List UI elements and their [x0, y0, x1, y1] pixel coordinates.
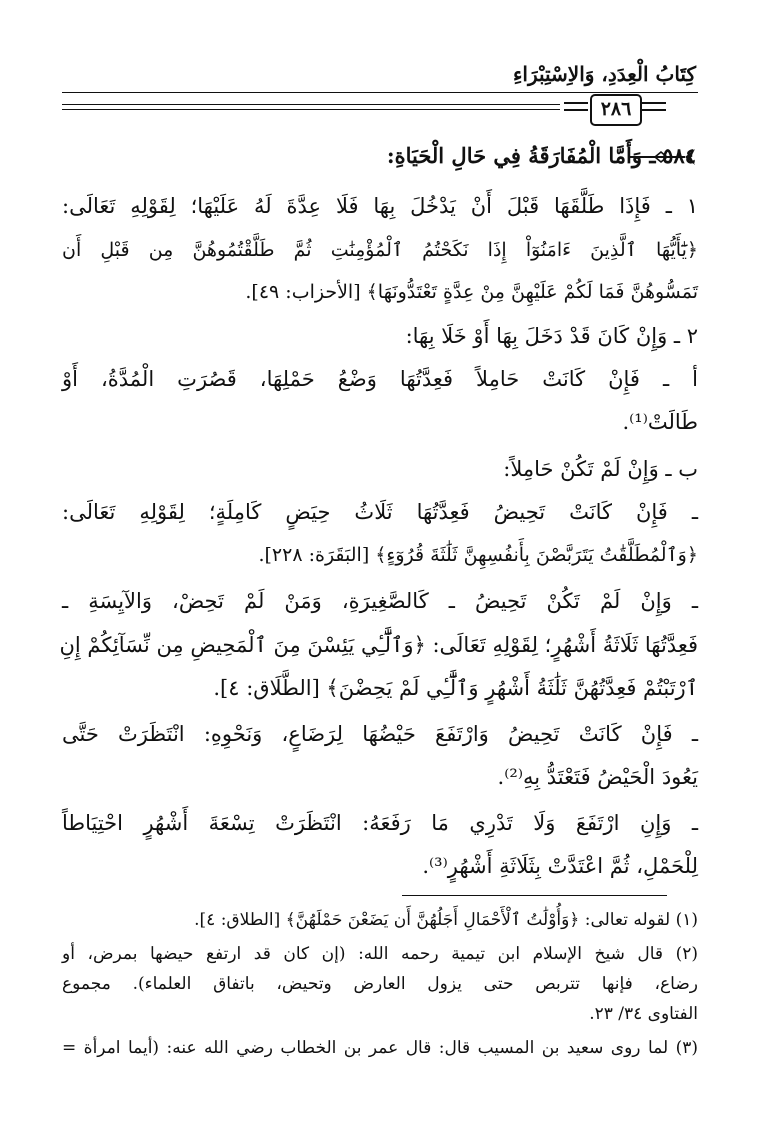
- section-heading: ـ وَأَمَّا الْمُفَارَقَةُ فِي حَالِ الْحَيَاةِ:: [386, 143, 656, 168]
- body-line: ـ فَإِنْ كَانَتْ تَحِيضُ وَارْتَفَعَ حَيْضُهَا لِرَضَاعٍ، وَنَحْوِهِ: انْتَظَرَتْ حَتَّى: [62, 722, 698, 746]
- body-line: طَالَتْ⁽¹⁾.: [622, 410, 698, 434]
- page-number: ٢٨٦: [590, 94, 642, 126]
- footnote-line: (٣) لما روى سعيد بن المسيب قال: قال عمر بن الخطاب رضي الله عنه: (أيما امرأة =: [62, 1038, 698, 1058]
- header-double-rule-bottom: [62, 109, 560, 110]
- footnote-separator: [402, 895, 667, 896]
- quran-verse-line: ﴿يَٰٓأَيُّهَا ٱلَّذِينَ ءَامَنُوٓاْ إِذَا نَكَحْتُمُ ٱلْمُؤْمِنَٰتِ ثُمَّ طَلَّقْتُمُوهُنَّ مِن قَبْلِ أَن: [62, 239, 698, 261]
- book-title: كِتَابُ الْعِدَدِ، وَالاِسْتِبْرَاءِ: [512, 62, 696, 86]
- body-line: فَعِدَّتُهَا ثَلَاثَةُ أَشْهُرٍ؛ لِقَوْلِهِ تَعَالَى: ﴿وَٱلَّٰٓـِٔي يَئِسْنَ مِنَ ٱلْمَحِيضِ مِن نِّسَآئِكُمْ إِنِ: [59, 633, 698, 657]
- header-rule: [62, 92, 698, 93]
- body-line: يَعُودَ الْحَيْضُ فَتَعْتَدُّ بِهِ⁽²⁾.: [497, 765, 698, 789]
- quran-verse-line: ٱرْتَبْتُمْ فَعِدَّتُهُنَّ ثَلَٰثَةُ أَشْهُرٍ وَٱلَّٰٓـِٔي لَمْ يَحِضْنَ﴾ [الطَّلَاق: ٤].: [213, 676, 698, 700]
- section-heading-line: [387, 141, 696, 171]
- quran-verse-line: تَمَسُّوهُنَّ فَمَا لَكُمْ عَلَيْهِنَّ مِنْ عِدَّةٍ تَعْتَدُّونَهَا﴾ [الأحزاب: ٤٩].: [245, 281, 698, 303]
- header-double-rule-top: [62, 104, 560, 105]
- body-line: لِلْحَمْلِ، ثُمَّ اعْتَدَّتْ بِثَلَاثَةِ أَشْهُرٍ⁽³⁾.: [422, 854, 698, 878]
- body-line: ١ ـ فَإِذَا طَلَّقَهَا قَبْلَ أَنْ يَدْخُلَ بِهَا فَلَا عِدَّةَ لَهُ عَلَيْهَا؛ لِقَوْلِهِ تَعَالَى:: [62, 194, 698, 218]
- page-number-ornament-left: [564, 102, 588, 111]
- quran-verse-line: ﴿وَٱلْمُطَلَّقَٰتُ يَتَرَبَّصْنَ بِأَنفُسِهِنَّ ثَلَٰثَةَ قُرُوٓءٍ﴾ [البَقَرَة: ٢٢٨].: [258, 544, 698, 566]
- footnote-line: (١) لقوله تعالى: ﴿وَأُوْلَٰتُ ٱلْأَحْمَالِ أَجَلُهُنَّ أَن يَضَعْنَ حَمْلَهُنَّ﴾ [الطلاق: ٤].: [194, 910, 698, 930]
- body-line: أ ـ فَإِنْ كَانَتْ حَامِلاً فَعِدَّتُهَا وَضْعُ حَمْلِهَا، قَصُرَتِ الْمُدَّةُ، أَوْ: [62, 367, 698, 391]
- footnote-line: رضاع، فإنها تتربص حتى يزول العارض وتحيض، باتفاق العلماء). مجموع: [62, 974, 698, 994]
- body-line: ـ وَإِنِ ارْتَفَعَ وَلَا تَدْرِي مَا رَفَعَهُ: انْتَظَرَتْ تِسْعَةَ أَشْهُرٍ احْتِيَاطاً: [62, 811, 698, 835]
- body-line: ـ وَإِنْ لَمْ تَكُنْ تَحِيضُ ـ كَالصَّغِيرَةِ، وَمَنْ لَمْ تَحِضْ، وَالآيِسَةِ ـ: [62, 589, 698, 613]
- body-line: ب ـ وَإِنْ لَمْ تَكُنْ حَامِلاً:: [503, 457, 698, 481]
- body-line: ـ فَإِنْ كَانَتْ تَحِيضُ فَعِدَّتُهَا ثَلَاثُ حِيَضٍ كَامِلَةٍ؛ لِقَوْلِهِ تَعَالَى:: [62, 500, 698, 524]
- footnote-line: الفتاوى ٣٤/ ٢٣.: [589, 1004, 698, 1024]
- section-number: ٥٨٤: [662, 143, 696, 168]
- page-number-ornament-right: [640, 102, 666, 111]
- body-line: ٢ ـ وَإِنْ كَانَ قَدْ دَخَلَ بِهَا أَوْ خَلَا بِهَا:: [405, 324, 698, 348]
- footnote-line: (٢) قال شيخ الإسلام ابن تيمية رحمه الله: (إن كان قد ارتفع حيضها بمرض، أو: [62, 944, 698, 964]
